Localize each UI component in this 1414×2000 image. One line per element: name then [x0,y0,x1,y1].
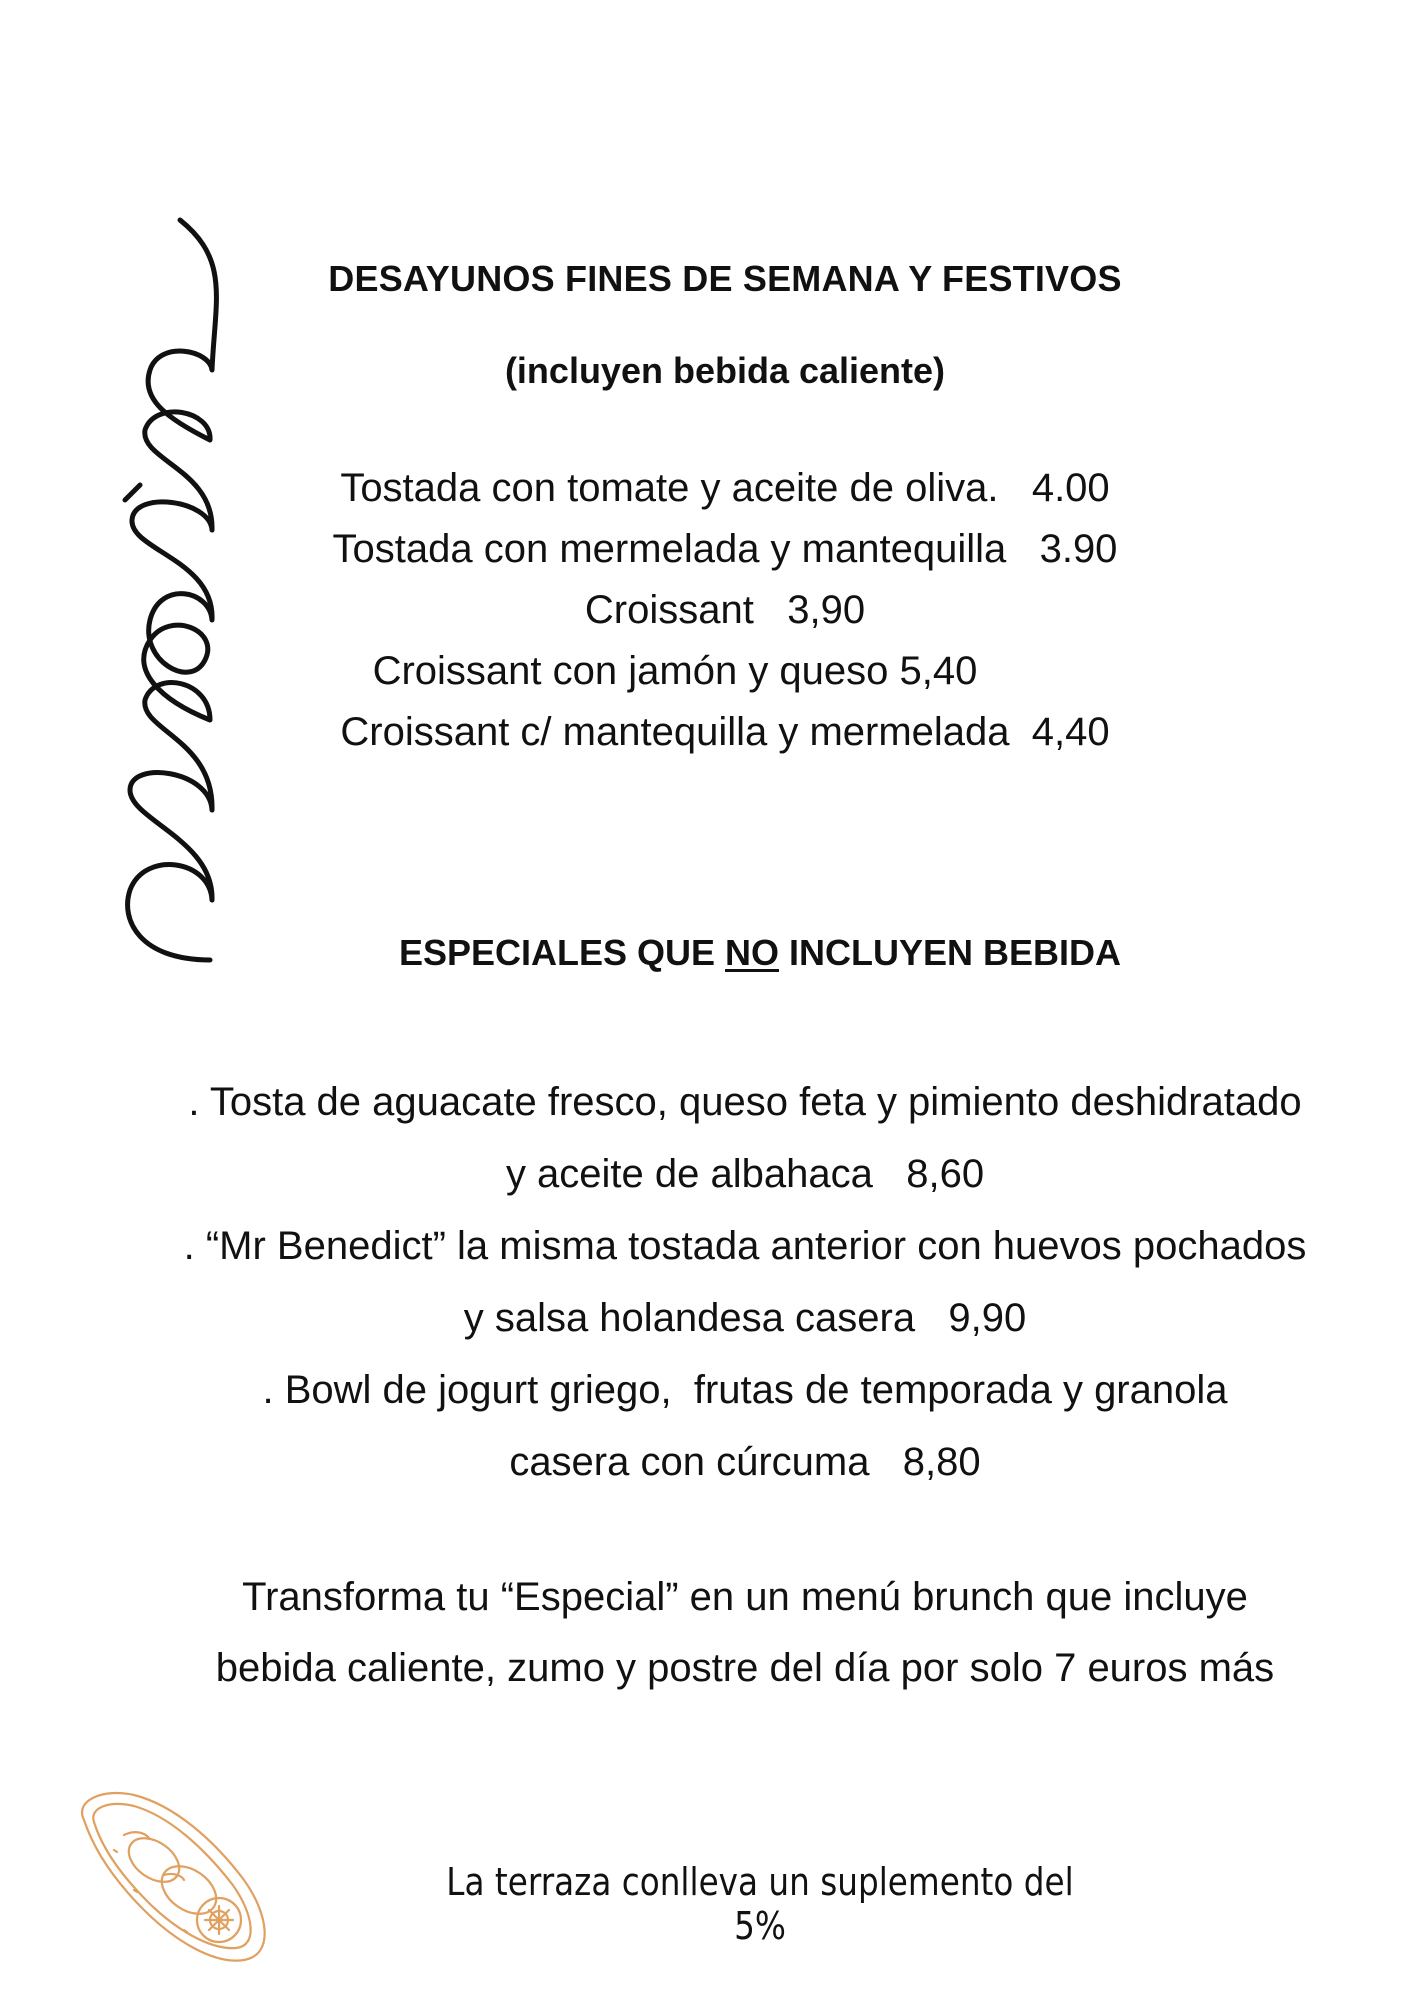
menu-item: Tostada con mermelada y mantequilla 3.90 [332,527,1118,571]
section2-title-underlined: NO [725,932,780,973]
menu-item: Croissant c/ mantequilla y mermelada 4,40 [340,710,1110,754]
section1-title: DESAYUNOS FINES DE SEMANA Y FESTIVOS [328,258,1122,299]
brunch-promo [100,1562,1390,1704]
specials-list [100,1066,1390,1498]
section2-title-part: INCLUYEN BEBIDA [779,932,1122,973]
special-line: . Bowl de jogurt griego, frutas de temporada y granola [262,1368,1228,1412]
menu-item: Croissant 3,90 [584,588,866,632]
promo-line: Transforma tu “Especial” en un menú brunch que incluye [242,1575,1248,1619]
breakfast-items-list [310,458,1140,763]
special-line: . “Mr Benedict” la misma tostada anterior con huevos pochados [183,1224,1307,1268]
section1-subtitle: (incluyen bebida caliente) [504,350,946,391]
section2-title [310,932,1210,974]
menu-item: Croissant con jamón y queso 5,40 [372,649,978,693]
special-line: casera con cúrcuma 8,80 [509,1440,981,1484]
special-line: y salsa holandesa casera 9,90 [463,1296,1027,1340]
menu-script-logo [100,200,230,980]
promo-line: bebida caliente, zumo y postre del día por solo 7 euros más [215,1646,1275,1690]
section2-title-part: ESPECIALES QUE [398,932,726,973]
terrace-surcharge-note: La terraza conlleva un suplemento del 5% [446,1860,1074,1948]
special-line: . Tosta de aguacate fresco, queso feta y pimiento deshidratado [188,1080,1302,1124]
special-line: y aceite de albahaca 8,60 [505,1152,985,1196]
avocado-toast-illustration [64,1780,284,1970]
menu-item: Tostada con tomate y aceite de oliva. 4.00 [340,466,1110,510]
